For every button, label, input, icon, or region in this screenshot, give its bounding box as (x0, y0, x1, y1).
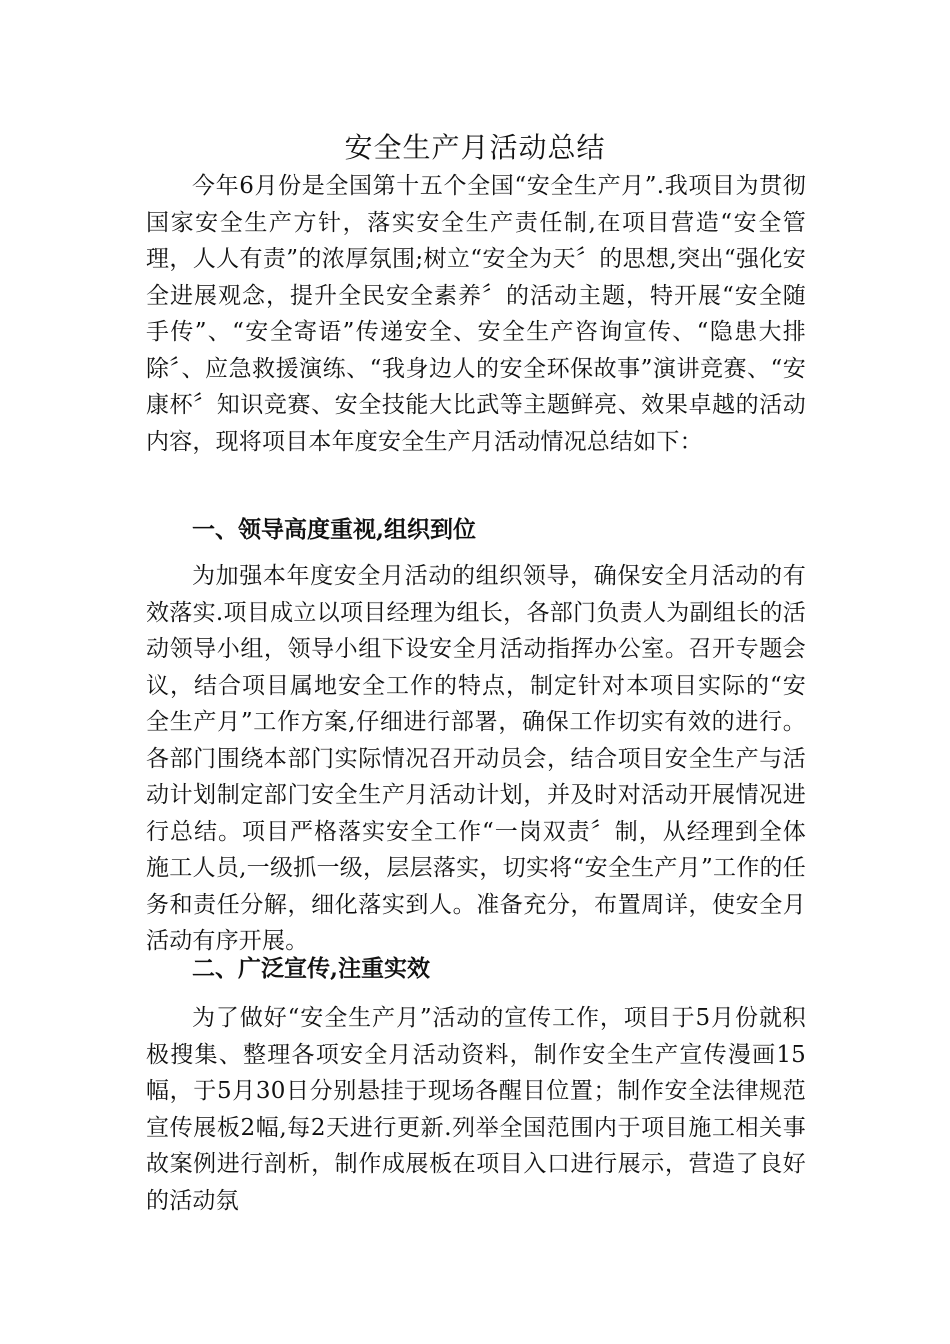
section-paragraph-leadership: 为加强本年度安全月活动的组织领导，确保安全月活动的有效落实.项目成立以项目经理为组长，各部门负责人为副组长的活动领导小组，领导小组下设安全月活动指挥办公室。召开专题会议，结合项目属地安全工作的特点，制定针对本项目实际的“安全生产月”工作方案,仔细进行部署，确保工作切实有效的进行。各部门围绕本部门实际情况召开动员会，结合项目安全生产与活动计划制定部门安全生产月活动计划，并及时对活动开展情况进行总结。项目严格落实安全工作“一岗双责〞制，从经理到全体施工人员,一级抓一级，层层落实，切实将“安全生产月”工作的任务和责任分解，细化落实到人。准备充分，布置周详，使安全月活动有序开展。 (146, 563, 806, 954)
section-heading-publicity: 二、广泛宣传,注重实效 (192, 955, 431, 982)
section-paragraph-publicity: 为了做好“安全生产月”活动的宣传工作，项目于5月份就积极搜集、整理各项安全月活动资料，制作安全生产宣传漫画15幅，于5月30日分别悬挂于现场各醒目位置；制作安全法律规范宣传展板2幅,每2天进行更新.列举全国范围内于项目施工相关事故案例进行剖析，制作成展板在项目入口进行展示，营造了良好的活动氛 (146, 1005, 806, 1214)
intro-paragraph: 今年6月份是全国第十五个全国“安全生产月”.我项目为贯彻国家安全生产方针，落实安全生产责任制,在项目营造“安全管理，人人有责”的浓厚氛围;树立“安全为天〞的思想,突出“强化安全进展观念，提升全民安全素养〞的活动主题，特开展“安全随手传”、“安全寄语”传递安全、安全生产咨询宣传、“隐患大排除〞、应急救援演练、“我身边人的安全环保故事”演讲竞赛、“安康杯〞知识竞赛、安全技能大比武等主题鲜亮、效果卓越的活动内容，现将项目本年度安全生产月活动情况总结如下： (146, 173, 806, 455)
page-title: 安全生产月活动总结 (344, 131, 606, 164)
section-heading-leadership: 一、领导高度重视,组织到位 (192, 516, 477, 543)
